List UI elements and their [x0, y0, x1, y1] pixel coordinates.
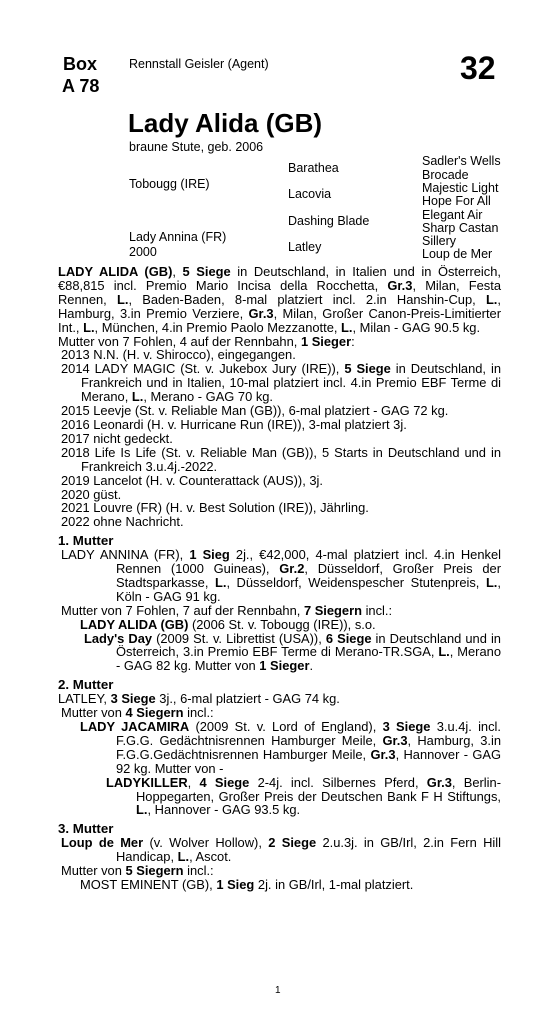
- first-dam-child-2: Lady's Day (2009 St. v. Librettist (USA)), 6 Siege in Deutschland und in Österreich, 3.in Premio EBF Terme di Merano-TR.SGA, L., Merano - GAG 82 kg. Mutter von 1 Sieger.: [84, 630, 501, 674]
- pedigree-g5: Elegant Air: [422, 208, 483, 222]
- foal-2014: 2014 LADY MAGIC (St. v. Jukebox Jury (IRE)), 5 Siege in Deutschland, in Frankreich und in Italien, 10-mal platziert incl. 4.in Premio EBF Terme di Merano, L., Merano - GAG 70 kg.: [61, 361, 501, 405]
- second-dam-record: LATLEY, 3 Siege 3j., 6-mal platziert - GAG 74 kg.: [58, 691, 340, 707]
- second-dam-child-1: LADY JACAMIRA (2009 St. v. Lord of England), 3 Siege 3.u.4j. incl. F.G.G. Gedächtnisrennen Hamburger Meile, Gr.3, Hamburg, 3.in F.G.G.Gedächtnisrennen Hamburger Meile, Gr.3, Hannover - GAG 92 kg. Mutter von -: [80, 719, 501, 776]
- third-dam-child-1: MOST EMINENT (GB), 1 Sieg 2j. in GB/Irl, 1-mal platziert.: [80, 876, 414, 892]
- pedigree-g3: Majestic Light: [422, 181, 499, 195]
- pedigree-sire-sire: Barathea: [288, 161, 339, 175]
- foal-2019: 2019 Lancelot (H. v. Counterattack (AUS)), 3j.: [61, 472, 323, 488]
- box-label-line2: A 78: [62, 76, 100, 96]
- pedigree-g4: Hope For All: [422, 194, 491, 208]
- section-heading-1-mutter: 1. Mutter: [58, 533, 114, 549]
- pedigree-sire: Tobougg (IRE): [129, 177, 210, 191]
- foal-2022: 2022 ohne Nachricht.: [61, 514, 184, 530]
- foal-2018: 2018 Life Is Life (St. v. Reliable Man (GB)), 5 Starts in Deutschland und in Frankreich 3.u.4j.-2022.: [61, 444, 501, 474]
- lot-number: 32: [460, 50, 496, 86]
- foal-2016: 2016 Leonardi (H. v. Hurricane Run (IRE)), 3-mal platziert 3j.: [61, 416, 407, 432]
- pedigree-dam-sire: Dashing Blade: [288, 214, 370, 228]
- foal-2021: 2021 Louvre (FR) (H. v. Best Solution (IRE)), Jährling.: [61, 500, 369, 516]
- first-dam-record: LADY ANNINA (FR), 1 Sieg 2j., €42,000, 4-mal platziert incl. 4.in Henkel Rennen (1000 Guineas), Gr.2, Düsseldorf, Großer Preis der Stadtsparkasse, L., Düsseldorf, Weidenspescher Stutenpreis, L., Köln - GAG 91 kg.: [61, 547, 501, 604]
- second-dam-produce: Mutter von 4 Siegern incl.:: [61, 705, 214, 721]
- horse-name: Lady Alida (GB): [128, 108, 323, 138]
- first-dam-child-1: LADY ALIDA (GB) (2006 St. v. Tobougg (IRE)), s.o.: [80, 616, 376, 632]
- pedigree-g6: Sharp Castan: [422, 221, 499, 235]
- box-label: [62, 53, 98, 97]
- section-heading-2-mutter: 2. Mutter: [58, 677, 114, 693]
- foal-2017: 2017 nicht gedeckt.: [61, 430, 173, 446]
- catalogue-text: [58, 265, 501, 892]
- horse-summary: LADY ALIDA (GB), 5 Siege in Deutschland, in Italien und in Österreich, €88,815 incl. Premio Mario Incisa della Rocchetta, Gr.3, Milan, Festa Rennen, L., Baden-Baden, 8-mal platziert incl. 2.in Hanshin-Cup, L., Hamburg, 3.in Premio Verziere, Gr.3, Milan, Großer Canon-Preis-Limitierter Int., L., München, 4.in Premio Paolo Mezzanotte, L., Milan - GAG 90.5 kg.: [58, 264, 501, 335]
- box-label-line1: Box: [62, 54, 97, 74]
- owner: Rennstall Geisler (Agent): [129, 57, 269, 71]
- foal-list: [58, 348, 501, 529]
- third-dam-produce: Mutter von 5 Siegern incl.:: [61, 863, 214, 879]
- section-heading-3-mutter: 3. Mutter: [58, 821, 114, 837]
- second-dam-grandchild: LADYKILLER, 4 Siege 2-4j. incl. Silbernes Pferd, Gr.3, Berlin-Hoppegarten, Großer Preis der Deutschen Bank F H Stiftungs, L., Hannover - GAG 93.5 kg.: [106, 774, 501, 818]
- third-dam-record: Loup de Mer (v. Wolver Hollow), 2 Siege 2.u.3j. in GB/Irl, 2.in Fern Hill Handicap, L., Ascot.: [61, 835, 501, 865]
- foal-2020: 2020 güst.: [61, 486, 122, 502]
- foal-2013: 2013 N.N. (H. v. Shirocco), eingegangen.: [61, 347, 296, 363]
- pedigree-dam-year: 2000: [129, 245, 157, 259]
- horse-summary-name: LADY ALIDA (GB): [58, 264, 173, 279]
- foal-2015: 2015 Leevje (St. v. Reliable Man (GB)), 6-mal platziert - GAG 72 kg.: [61, 403, 449, 419]
- foal-summary: Mutter von 7 Fohlen, 4 auf der Rennbahn, 1 Sieger:: [58, 333, 355, 349]
- horse-description: braune Stute, geb. 2006: [129, 140, 264, 154]
- pedigree-g2: Brocade: [422, 168, 469, 182]
- pedigree-dam: Lady Annina (FR): [129, 230, 227, 244]
- page-number: 1: [275, 985, 281, 996]
- pedigree-g7: Sillery: [422, 234, 457, 248]
- pedigree-sire-dam: Lacovia: [288, 187, 332, 201]
- pedigree-g8: Loup de Mer: [422, 247, 493, 261]
- first-dam-produce: Mutter von 7 Fohlen, 7 auf der Rennbahn, 7 Siegern incl.:: [61, 602, 393, 618]
- pedigree-dam-dam: Latley: [288, 240, 322, 254]
- pedigree-g1: Sadler's Wells: [422, 154, 501, 168]
